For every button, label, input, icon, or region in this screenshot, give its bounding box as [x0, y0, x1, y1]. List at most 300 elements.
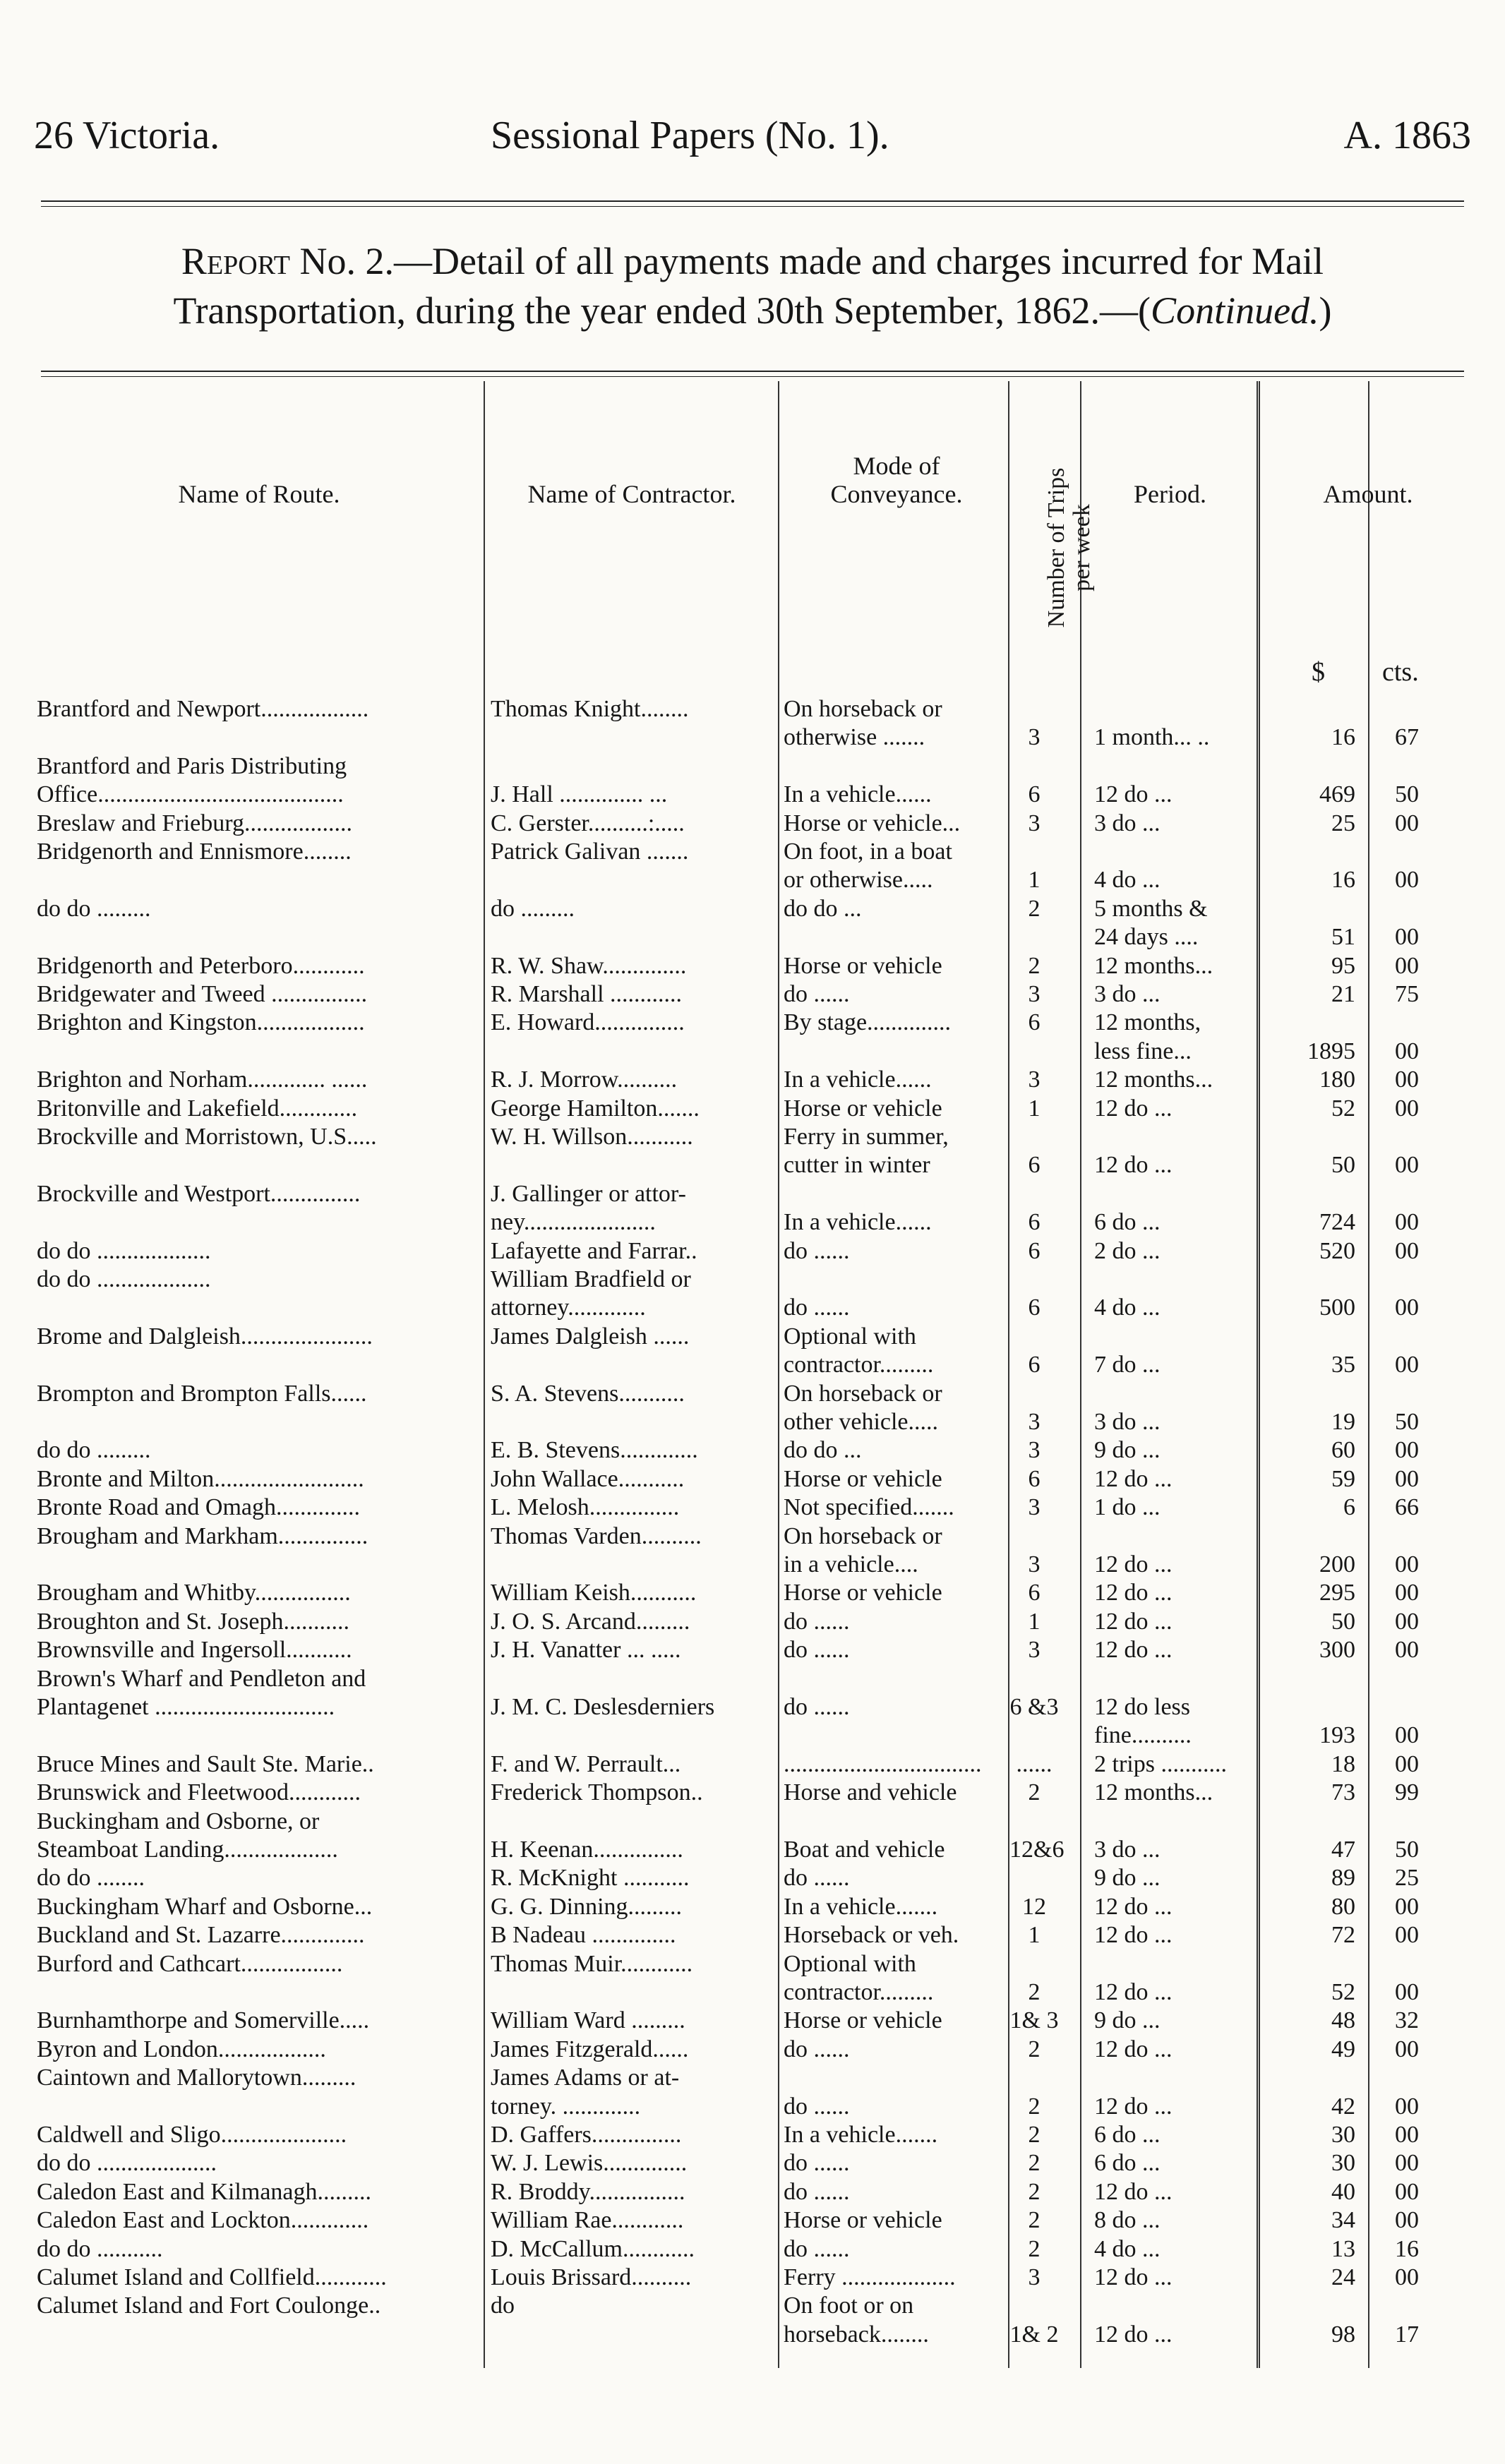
cell-cents: 00	[1395, 1466, 1419, 1492]
cell-period: 12 months...	[1094, 953, 1213, 979]
cell-cents: 00	[1395, 1580, 1419, 1606]
cell-contractor: William Ward .........	[491, 2007, 685, 2033]
column-header-trips: Number of Trips per week	[1043, 467, 1095, 628]
report-title-continued: Continued.	[1151, 289, 1319, 332]
cell-period: 6 do ...	[1094, 2122, 1161, 2148]
cell-trips: 6	[1028, 1152, 1041, 1178]
cell-cents: 00	[1395, 1152, 1419, 1178]
cell-mode: Horseback or veh.	[784, 1922, 959, 1948]
cell-dollars: 193	[1319, 1722, 1355, 1748]
cell-dollars: 16	[1331, 867, 1355, 893]
cell-period: 3 do ...	[1094, 981, 1161, 1007]
page-header-right: A. 1863	[1343, 114, 1471, 157]
cell-route: Burford and Cathcart.................	[37, 1951, 343, 1977]
cell-route: Caintown and Mallorytown.........	[37, 2065, 356, 2091]
cell-period: 12 do ...	[1094, 1979, 1173, 2005]
cell-period: 2 trips ...........	[1094, 1751, 1227, 1777]
cell-route: Bridgenorth and Peterboro............	[37, 953, 365, 979]
cell-trips: 3	[1028, 1637, 1041, 1663]
cell-trips: 1& 3	[1009, 2007, 1059, 2033]
cell-route: do do ...................	[37, 1266, 211, 1292]
cell-dollars: 47	[1331, 1837, 1355, 1863]
cell-route: Plantagenet ..............................	[37, 1694, 335, 1720]
cell-dollars: 6	[1343, 1494, 1355, 1520]
cell-route: Bruce Mines and Sault Ste. Marie..	[37, 1751, 374, 1777]
cell-contractor: do	[491, 2292, 515, 2319]
cell-cents: 50	[1395, 1409, 1419, 1435]
cell-contractor: ney......................	[491, 1209, 656, 1235]
cell-period: 4 do ...	[1094, 2236, 1161, 2262]
cell-period: 12 do ...	[1094, 1095, 1173, 1122]
cell-route: do do ...................	[37, 1238, 211, 1264]
cell-cents: 00	[1395, 2036, 1419, 2062]
cell-trips: 2	[1028, 2093, 1041, 2120]
cell-contractor: Thomas Knight........	[491, 696, 689, 722]
cell-trips: 3	[1028, 1437, 1041, 1463]
cell-contractor: J. H. Vanatter ... .....	[491, 1637, 681, 1663]
cell-cents: 00	[1395, 1209, 1419, 1235]
unit-cents: cts.	[1382, 657, 1419, 687]
cell-route: do do .........	[37, 1437, 151, 1463]
cell-period: 12 do ...	[1094, 1580, 1173, 1606]
cell-route: Buckingham Wharf and Osborne...	[37, 1894, 373, 1920]
cell-route: Calumet Island and Fort Coulonge..	[37, 2292, 381, 2319]
cell-dollars: 16	[1331, 724, 1355, 750]
cell-period: 12 do ...	[1094, 1466, 1173, 1492]
cell-mode: In a vehicle......	[784, 781, 932, 807]
cell-dollars: 80	[1331, 1894, 1355, 1920]
column-divider-double	[1257, 381, 1260, 2368]
cell-dollars: 25	[1331, 810, 1355, 836]
cell-mode: On horseback or	[784, 1381, 942, 1407]
cell-contractor: R. McKnight ...........	[491, 1865, 690, 1891]
cell-mode: On horseback or	[784, 696, 942, 722]
cell-period: 5 months &	[1094, 896, 1208, 922]
cell-contractor: torney. .............	[491, 2093, 641, 2120]
cell-trips: 6	[1028, 781, 1041, 807]
report-title-line2: Transportation, during the year ended 30th September, 1862.—(	[173, 289, 1151, 332]
cell-cents: 16	[1395, 2236, 1419, 2262]
column-divider	[1080, 381, 1081, 2368]
cell-cents: 66	[1395, 1494, 1419, 1520]
cell-trips: 12	[1022, 1894, 1046, 1920]
cell-dollars: 295	[1319, 1580, 1355, 1606]
cell-mode: By stage..............	[784, 1009, 952, 1035]
column-divider	[778, 381, 779, 2368]
cell-period: 7 do ...	[1094, 1352, 1161, 1378]
cell-route: Brighton and Kingston..................	[37, 1009, 365, 1035]
cell-contractor: Thomas Muir............	[491, 1951, 693, 1977]
cell-cents: 00	[1395, 1294, 1419, 1321]
cell-contractor: W. J. Lewis..............	[491, 2150, 688, 2176]
cell-contractor: R. W. Shaw..............	[491, 953, 687, 979]
cell-cents: 00	[1395, 1066, 1419, 1093]
cell-dollars: 35	[1331, 1352, 1355, 1378]
cell-dollars: 95	[1331, 953, 1355, 979]
cell-mode: other vehicle.....	[784, 1409, 939, 1435]
cell-route: Byron and London..................	[37, 2036, 326, 2062]
cell-trips: 6	[1028, 1294, 1041, 1321]
cell-trips: 6	[1028, 1209, 1041, 1235]
cell-period: 1 do ...	[1094, 1494, 1161, 1520]
cell-trips: 1	[1028, 1095, 1041, 1122]
cell-trips: 3	[1028, 1409, 1041, 1435]
cell-cents: 67	[1395, 724, 1419, 750]
cell-trips: 6	[1028, 1009, 1041, 1035]
cell-dollars: 13	[1331, 2236, 1355, 2262]
report-title-text: No. 2.—Detail of all payments made and charges incurred for Mail	[290, 240, 1324, 282]
cell-mode: do ......	[784, 1294, 850, 1321]
cell-route: Bronte and Milton.........................	[37, 1466, 364, 1492]
cell-dollars: 40	[1331, 2179, 1355, 2205]
column-header-amount: Amount.	[1323, 480, 1413, 508]
cell-contractor: G. G. Dinning.........	[491, 1894, 683, 1920]
cell-contractor: Lafayette and Farrar..	[491, 1238, 697, 1264]
cell-contractor: Patrick Galivan .......	[491, 839, 689, 865]
cell-period: 8 do ...	[1094, 2207, 1161, 2233]
cell-route: Brighton and Norham............. ......	[37, 1066, 368, 1093]
cell-period: 12 months...	[1094, 1066, 1213, 1093]
cell-cents: 75	[1395, 981, 1419, 1007]
cell-contractor: D. Gaffers...............	[491, 2122, 682, 2148]
cell-cents: 17	[1395, 2321, 1419, 2348]
cell-contractor: William Bradfield or	[491, 1266, 691, 1292]
cell-cents: 00	[1395, 1979, 1419, 2005]
cell-mode: do ......	[784, 2093, 850, 2120]
cell-period: 12 do ...	[1094, 1152, 1173, 1178]
cell-dollars: 300	[1319, 1637, 1355, 1663]
cell-mode: Horse or vehicle	[784, 2007, 942, 2033]
cell-mode: Horse or vehicle	[784, 1095, 942, 1122]
cell-dollars: 48	[1331, 2007, 1355, 2033]
cell-contractor: S. A. Stevens...........	[491, 1381, 685, 1407]
cell-cents: 50	[1395, 781, 1419, 807]
cell-contractor: R. Marshall ............	[491, 981, 683, 1007]
cell-route: Bronte Road and Omagh..............	[37, 1494, 360, 1520]
cell-route: Brome and Dalgleish......................	[37, 1323, 373, 1350]
cell-cents: 00	[1395, 1437, 1419, 1463]
cell-trips: 2	[1028, 2236, 1041, 2262]
cell-contractor: E. B. Stevens.............	[491, 1437, 698, 1463]
cell-trips: 2	[1028, 1779, 1041, 1805]
cell-contractor: George Hamilton.......	[491, 1095, 700, 1122]
cell-period: 2 do ...	[1094, 1238, 1161, 1264]
column-divider	[484, 381, 485, 2368]
column-header-mode: Mode of Conveyance.	[830, 452, 963, 508]
cell-period: 12 do ...	[1094, 2264, 1173, 2290]
cell-dollars: 89	[1331, 1865, 1355, 1891]
cell-dollars: 18	[1331, 1751, 1355, 1777]
cell-contractor: R. J. Morrow..........	[491, 1066, 678, 1093]
cell-period: 1 month... ..	[1094, 724, 1210, 750]
cell-route: Brownsville and Ingersoll...........	[37, 1637, 352, 1663]
cell-period: 4 do ...	[1094, 1294, 1161, 1321]
cell-period: 9 do ...	[1094, 1865, 1161, 1891]
cell-route: Burnhamthorpe and Somerville.....	[37, 2007, 370, 2033]
cell-contractor: Louis Brissard..........	[491, 2264, 692, 2290]
cell-route: Caledon East and Lockton.............	[37, 2207, 369, 2233]
cell-route: Brown's Wharf and Pendleton and	[37, 1666, 366, 1692]
cell-route: Buckland and St. Lazarre..............	[37, 1922, 365, 1948]
cell-dollars: 724	[1319, 1209, 1355, 1235]
cell-mode: do ......	[784, 2236, 850, 2262]
cell-period: 9 do ...	[1094, 1437, 1161, 1463]
cell-contractor: William Keish...........	[491, 1580, 697, 1606]
cell-trips: 6	[1028, 1352, 1041, 1378]
cell-mode: do ......	[784, 2179, 850, 2205]
cell-period: 12 months,	[1094, 1009, 1201, 1035]
cell-trips: 6	[1028, 1466, 1041, 1492]
cell-trips: 3	[1028, 981, 1041, 1007]
cell-route: Steamboat Landing...................	[37, 1837, 338, 1863]
cell-dollars: 42	[1331, 2093, 1355, 2120]
cell-period: 12 do ...	[1094, 1609, 1173, 1635]
cell-route: Brantford and Paris Distributing	[37, 753, 347, 779]
cell-mode: horseback........	[784, 2321, 929, 2348]
cell-mode: Boat and vehicle	[784, 1837, 945, 1863]
cell-route: Britonville and Lakefield.............	[37, 1095, 358, 1122]
cell-mode: In a vehicle......	[784, 1066, 932, 1093]
header-rule	[41, 200, 1464, 202]
cell-contractor: H. Keenan...............	[491, 1837, 683, 1863]
cell-mode: do ......	[784, 2150, 850, 2176]
cell-trips: 3	[1028, 2264, 1041, 2290]
cell-trips: 6	[1028, 1580, 1041, 1606]
cell-trips: 3	[1028, 724, 1041, 750]
cell-contractor: B Nadeau ..............	[491, 1922, 676, 1948]
cell-contractor: R. Broddy................	[491, 2179, 685, 2205]
cell-period: 3 do ...	[1094, 1837, 1161, 1863]
header-rule-thin	[41, 206, 1464, 207]
cell-dollars: 469	[1319, 781, 1355, 807]
cell-trips: 2	[1028, 2036, 1041, 2062]
cell-dollars: 200	[1319, 1551, 1355, 1577]
cell-route: Caldwell and Sligo.....................	[37, 2122, 347, 2148]
cell-route: Brougham and Whitby................	[37, 1580, 351, 1606]
cell-contractor: James Fitzgerald......	[491, 2036, 689, 2062]
cell-contractor: J. O. S. Arcand.........	[491, 1609, 690, 1635]
cell-period: 12 do ...	[1094, 781, 1173, 807]
cell-period: 12 do ...	[1094, 2036, 1173, 2062]
cell-mode: do ......	[784, 1238, 850, 1264]
cell-mode: do ......	[784, 1694, 850, 1720]
report-title	[28, 236, 1477, 335]
cell-dollars: 50	[1331, 1152, 1355, 1178]
cell-mode: In a vehicle.......	[784, 1894, 938, 1920]
cell-period: 24 days ....	[1094, 924, 1199, 950]
cell-contractor: John Wallace...........	[491, 1466, 685, 1492]
cell-dollars: 500	[1319, 1294, 1355, 1321]
cell-dollars: 50	[1331, 1609, 1355, 1635]
cell-route: Breslaw and Frieburg..................	[37, 810, 352, 836]
cell-cents: 00	[1395, 1238, 1419, 1264]
cell-dollars: 24	[1331, 2264, 1355, 2290]
cell-mode: do ......	[784, 1865, 850, 1891]
cell-mode: do ......	[784, 2036, 850, 2062]
column-header-route: Name of Route.	[178, 480, 340, 508]
cell-mode: Horse or vehicle	[784, 953, 942, 979]
cell-mode: Optional with	[784, 1323, 916, 1350]
cell-cents: 00	[1395, 2207, 1419, 2233]
cell-trips: 1	[1028, 1609, 1041, 1635]
cell-cents: 00	[1395, 953, 1419, 979]
cell-contractor: Frederick Thompson..	[491, 1779, 703, 1805]
cell-trips: 2	[1028, 953, 1041, 979]
cell-dollars: 19	[1331, 1409, 1355, 1435]
cell-trips: 1& 2	[1009, 2321, 1059, 2348]
cell-cents: 00	[1395, 1637, 1419, 1663]
cell-period: fine..........	[1094, 1722, 1192, 1748]
cell-mode: Horse and vehicle	[784, 1779, 957, 1805]
column-header-contractor: Name of Contractor.	[527, 480, 736, 508]
cell-contractor: F. and W. Perrault...	[491, 1751, 681, 1777]
cell-period: 6 do ...	[1094, 1209, 1161, 1235]
cell-route: Brunswick and Fleetwood............	[37, 1779, 361, 1805]
cell-cents: 00	[1395, 2264, 1419, 2290]
cell-mode: Horse or vehicle...	[784, 810, 961, 836]
cell-cents: 00	[1395, 924, 1419, 950]
cell-mode: cutter in winter	[784, 1152, 930, 1178]
cell-dollars: 52	[1331, 1979, 1355, 2005]
cell-contractor: J. Gallinger or attor-	[491, 1181, 686, 1207]
cell-trips: 1	[1028, 867, 1041, 893]
cell-cents: 25	[1395, 1865, 1419, 1891]
cell-trips: 2	[1028, 2150, 1041, 2176]
table-top-rule-thin	[41, 376, 1464, 377]
cell-mode: do ......	[784, 1637, 850, 1663]
cell-mode: Horse or vehicle	[784, 1580, 942, 1606]
cell-mode: do ......	[784, 1609, 850, 1635]
cell-route: Bridgewater and Tweed ................	[37, 981, 368, 1007]
report-title-close: )	[1319, 289, 1332, 332]
cell-dollars: 34	[1331, 2207, 1355, 2233]
cell-cents: 00	[1395, 2093, 1419, 2120]
cell-trips: ......	[1016, 1751, 1053, 1777]
cell-route: Buckingham and Osborne, or	[37, 1808, 320, 1834]
column-header-period: Period.	[1134, 480, 1206, 508]
cell-dollars: 1895	[1307, 1038, 1355, 1064]
cell-period: 6 do ...	[1094, 2150, 1161, 2176]
cell-trips: 2	[1028, 1979, 1041, 2005]
cell-trips: 12&6	[1009, 1837, 1065, 1863]
cell-route: Brougham and Markham...............	[37, 1523, 368, 1549]
cell-route: Office.........................................	[37, 781, 344, 807]
cell-mode: contractor.........	[784, 1979, 934, 2005]
cell-contractor: attorney.............	[491, 1294, 646, 1321]
cell-period: 12 months...	[1094, 1779, 1213, 1805]
cell-cents: 00	[1395, 1922, 1419, 1948]
report-title-prefix: Report	[181, 240, 291, 282]
cell-contractor: William Rae............	[491, 2207, 684, 2233]
cell-mode: On foot, in a boat	[784, 839, 952, 865]
cell-contractor: W. H. Willson...........	[491, 1124, 693, 1150]
cell-cents: 00	[1395, 1609, 1419, 1635]
cell-mode: Horse or vehicle	[784, 1466, 942, 1492]
unit-dollars: $	[1312, 657, 1325, 687]
cell-mode: or otherwise.....	[784, 867, 933, 893]
cell-mode: do do ...	[784, 1437, 862, 1463]
cell-trips: 3	[1028, 810, 1041, 836]
cell-period: 12 do less	[1094, 1694, 1190, 1720]
cell-mode: .................................	[784, 1751, 982, 1777]
cell-mode: In a vehicle.......	[784, 2122, 938, 2148]
cell-dollars: 51	[1331, 924, 1355, 950]
cell-cents: 32	[1395, 2007, 1419, 2033]
cell-period: 12 do ...	[1094, 2179, 1173, 2205]
cell-trips: 6	[1028, 1238, 1041, 1264]
cell-period: 9 do ...	[1094, 2007, 1161, 2033]
cell-mode: On horseback or	[784, 1523, 942, 1549]
cell-mode: Horse or vehicle	[784, 2207, 942, 2233]
cell-period: 4 do ...	[1094, 867, 1161, 893]
cell-contractor: C. Gerster..........:.....	[491, 810, 685, 836]
cell-cents: 00	[1395, 810, 1419, 836]
cell-mode: otherwise .......	[784, 724, 925, 750]
cell-cents: 00	[1395, 1038, 1419, 1064]
cell-mode: Ferry ...................	[784, 2264, 956, 2290]
cell-contractor: L. Melosh...............	[491, 1494, 680, 1520]
cell-cents: 00	[1395, 2179, 1419, 2205]
cell-cents: 50	[1395, 1837, 1419, 1863]
cell-trips: 3	[1028, 1494, 1041, 1520]
cell-route: Brantford and Newport..................	[37, 696, 369, 722]
cell-dollars: 30	[1331, 2150, 1355, 2176]
cell-cents: 00	[1395, 1095, 1419, 1122]
cell-mode: do ......	[784, 981, 850, 1007]
cell-cents: 00	[1395, 867, 1419, 893]
cell-trips: 3	[1028, 1551, 1041, 1577]
cell-period: 12 do ...	[1094, 2321, 1173, 2348]
cell-route: do do ........	[37, 1865, 145, 1891]
cell-cents: 00	[1395, 2150, 1419, 2176]
cell-cents: 00	[1395, 2122, 1419, 2148]
cell-mode: On foot or on	[784, 2292, 914, 2319]
cell-cents: 00	[1395, 1894, 1419, 1920]
cell-cents: 99	[1395, 1779, 1419, 1805]
cell-dollars: 49	[1331, 2036, 1355, 2062]
cell-period: 12 do ...	[1094, 1551, 1173, 1577]
page-header-center: Sessional Papers (No. 1).	[491, 114, 889, 157]
table-top-rule	[41, 371, 1464, 372]
cell-route: Calumet Island and Collfield............	[37, 2264, 387, 2290]
cell-contractor: J. Hall .............. ...	[491, 781, 668, 807]
cell-route: do do ...........	[37, 2236, 163, 2262]
cell-route: Caledon East and Kilmanagh.........	[37, 2179, 372, 2205]
cell-contractor: D. McCallum............	[491, 2236, 695, 2262]
cell-dollars: 52	[1331, 1095, 1355, 1122]
cell-route: Bridgenorth and Ennismore........	[37, 839, 352, 865]
column-divider	[1368, 381, 1369, 2368]
cell-mode: Ferry in summer,	[784, 1124, 949, 1150]
cell-mode: contractor.........	[784, 1352, 934, 1378]
cell-period: less fine...	[1094, 1038, 1192, 1064]
cell-route: do do .........	[37, 896, 151, 922]
cell-dollars: 59	[1331, 1466, 1355, 1492]
cell-dollars: 72	[1331, 1922, 1355, 1948]
cell-dollars: 73	[1331, 1779, 1355, 1805]
cell-dollars: 98	[1331, 2321, 1355, 2348]
cell-period: 12 do ...	[1094, 1922, 1173, 1948]
cell-trips: 1	[1028, 1922, 1041, 1948]
cell-contractor: J. M. C. Deslesderniers	[491, 1694, 715, 1720]
cell-mode: Not specified.......	[784, 1494, 954, 1520]
cell-cents: 00	[1395, 1722, 1419, 1748]
cell-period: 12 do ...	[1094, 2093, 1173, 2120]
cell-dollars: 180	[1319, 1066, 1355, 1093]
cell-contractor: James Dalgleish ......	[491, 1323, 690, 1350]
cell-mode: do do ...	[784, 896, 862, 922]
cell-contractor: James Adams or at-	[491, 2065, 680, 2091]
